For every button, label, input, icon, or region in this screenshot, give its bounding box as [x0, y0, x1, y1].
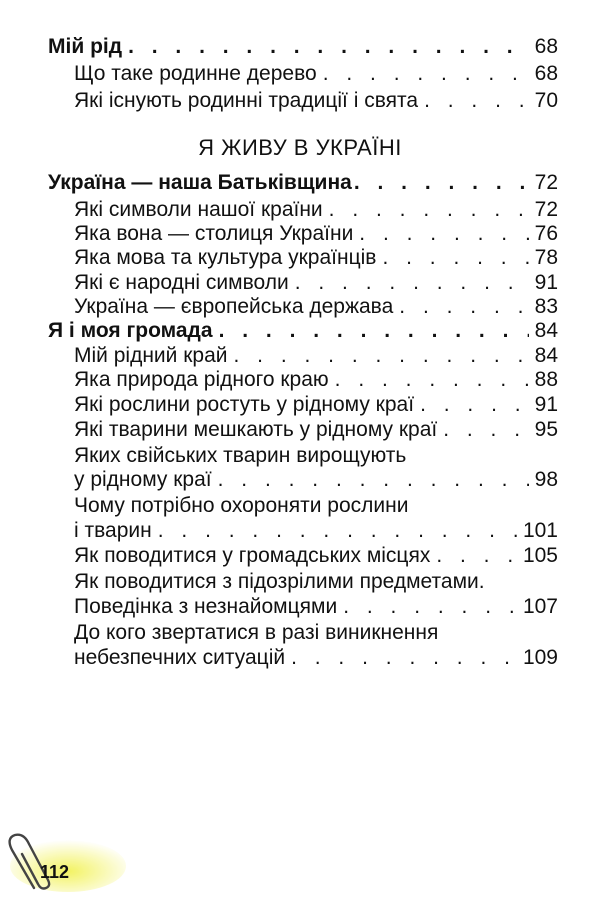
dot-leader [218, 467, 529, 493]
toc-entry[interactable] [74, 88, 558, 114]
toc-title: Як поводитися у громадських місцях [74, 544, 431, 567]
toc-page: 72 [534, 171, 558, 194]
toc-entry[interactable] [74, 343, 558, 369]
toc-page: 98 [534, 468, 558, 491]
toc-page: 91 [534, 393, 558, 416]
toc-entry[interactable] [74, 245, 558, 271]
toc-entry[interactable] [74, 61, 558, 87]
dot-leader [158, 518, 517, 544]
dot-leader [329, 197, 529, 223]
dot-leader [436, 543, 517, 569]
toc-title: небезпечних ситуацій [74, 646, 286, 669]
toc-entry[interactable] [74, 270, 558, 296]
dot-leader [335, 367, 529, 393]
toc-title: Як поводитися з підозрілими предметами. [74, 570, 485, 593]
toc-page: 84 [534, 319, 558, 342]
toc-title: Які є народні символи [74, 271, 289, 294]
dot-leader [128, 34, 529, 60]
toc-title: Що таке родинне дерево [74, 62, 317, 85]
toc-entry-line2[interactable] [74, 594, 558, 620]
toc-page: 70 [534, 89, 558, 112]
toc-page: 76 [534, 222, 558, 245]
toc-title: Яка мова та культура українців [74, 246, 377, 269]
toc-title: Які тварини мешкають у рідному краї [74, 418, 438, 441]
dot-leader [399, 294, 528, 320]
toc-entry-line1[interactable] [74, 443, 558, 469]
toc-heading-community[interactable] [48, 318, 558, 344]
toc-title: Україна — європейська держава [74, 295, 394, 318]
toc-heading-ukraine[interactable] [48, 170, 558, 196]
toc-heading-my-family[interactable] [48, 34, 558, 60]
toc-entry-line1[interactable] [74, 493, 558, 519]
page-footer [0, 828, 140, 894]
toc-entry-line2[interactable] [74, 467, 558, 493]
toc-entry-line2[interactable] [74, 518, 558, 544]
dot-leader [323, 61, 529, 87]
toc-page: 107 [522, 595, 558, 618]
toc-page: 68 [534, 62, 558, 85]
toc-title: Чому потрібно охороняти рослини [74, 494, 409, 517]
toc-entry[interactable] [74, 294, 558, 320]
toc-page: 72 [534, 198, 558, 221]
dot-leader [219, 318, 529, 344]
toc-page: 91 [534, 271, 558, 294]
toc-entry[interactable] [74, 367, 558, 393]
toc-title: Які символи нашої країни [74, 198, 323, 221]
toc-entry[interactable] [74, 543, 558, 569]
toc-page: 109 [522, 646, 558, 669]
toc-title: Я і моя громада [48, 319, 213, 342]
toc-page: 84 [534, 344, 558, 367]
toc-entry[interactable] [74, 221, 558, 247]
toc-title: Яка вона — столиця України [74, 222, 354, 245]
toc-title: Яких свійських тварин вирощують [74, 444, 407, 467]
toc-page: 88 [534, 368, 558, 391]
toc-entry-line1[interactable] [74, 620, 558, 646]
toc-entry[interactable] [74, 392, 558, 418]
dot-leader [295, 270, 529, 296]
toc-title: Україна — наша Батьківщина [48, 171, 352, 194]
dot-leader [354, 170, 529, 196]
toc-entry[interactable] [74, 197, 558, 223]
toc-title: і тварин [74, 519, 152, 542]
toc-page: 83 [534, 295, 558, 318]
toc-page: 101 [522, 519, 558, 542]
dot-leader [343, 594, 517, 620]
paperclip-icon [0, 828, 140, 894]
dot-leader [382, 245, 528, 271]
dot-leader [420, 392, 529, 418]
toc-page: 78 [534, 246, 558, 269]
section-heading: Я ЖИВУ В УКРАЇНІ [198, 135, 402, 160]
toc-entry[interactable] [74, 417, 558, 443]
toc-title: Які рослини ростуть у рідному краї [74, 393, 415, 416]
toc-entry-line1[interactable] [74, 569, 558, 595]
toc-title: Які існують родинні традиції і свята [74, 89, 419, 112]
dot-leader [359, 221, 528, 247]
toc-page: 68 [534, 35, 558, 58]
toc-title: у рідному краї [74, 468, 212, 491]
dot-leader [443, 417, 528, 443]
toc-title: Мій рідний край [74, 344, 228, 367]
toc-title: Мій рід [48, 35, 123, 58]
toc-entry-line2[interactable] [74, 645, 558, 671]
toc-page: 95 [534, 418, 558, 441]
toc-title: До кого звертатися в разі виникнення [74, 621, 439, 644]
dot-leader [291, 645, 517, 671]
page-number: 112 [40, 862, 70, 882]
toc-title: Яка природа рідного краю [74, 368, 329, 391]
dot-leader [234, 343, 529, 369]
dot-leader [424, 88, 529, 114]
toc-title: Поведінка з незнайомцями [74, 595, 338, 618]
toc-page: 105 [522, 544, 558, 567]
